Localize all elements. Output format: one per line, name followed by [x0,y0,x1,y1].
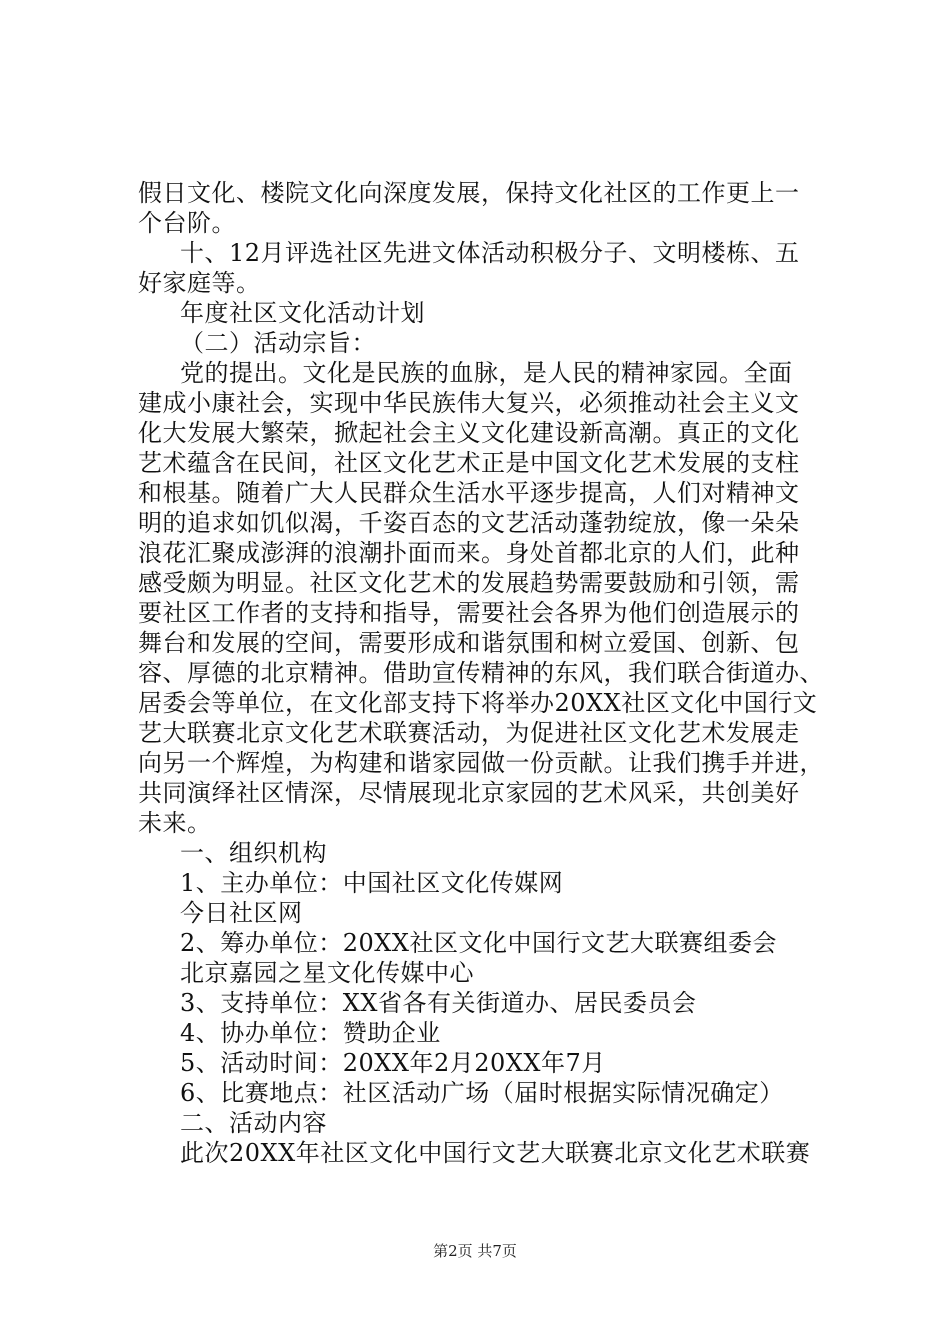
text-line: 6、比赛地点：社区活动广场（届时根据实际情况确定） [180,1079,784,1107]
text-line: 和根基。随着广大人民群众生活水平逐步提高，人们对精神文 [138,479,800,507]
text-line: 5、活动时间：20XX年2月20XX年7月 [180,1049,606,1077]
text-line: 建成小康社会，实现中华民族伟大复兴，必须推动社会主义文 [138,389,800,417]
text-line: （二）活动宗旨： [180,329,376,357]
text-line: 北京嘉园之星文化传媒中心 [180,959,474,987]
text-line: 居委会等单位，在文化部支持下将举办20XX社区文化中国行文 [138,689,818,717]
text-line: 个台阶。 [138,209,236,237]
text-line: 十、12月评选社区先进文体活动积极分子、文明楼栋、五 [180,239,800,267]
text-line: 4、协办单位：赞助企业 [180,1019,441,1047]
text-line: 二、活动内容 [180,1109,327,1137]
text-line: 共同演绎社区情深，尽情展现北京家园的艺术风采，共创美好 [138,779,800,807]
text-line: 3、支持单位：XX省各有关街道办、居民委员会 [180,989,697,1017]
text-line: 容、厚德的北京精神。借助宣传精神的东风，我们联合街道办、 [138,659,824,687]
text-line: 好家庭等。 [138,269,261,297]
text-line: 假日文化、楼院文化向深度发展，保持文化社区的工作更上一 [138,179,800,207]
text-line: 浪花汇聚成澎湃的浪潮扑面而来。身处首都北京的人们，此种 [138,539,800,567]
page-footer: 第2页 共7页 [433,1242,517,1260]
text-line: 1、主办单位：中国社区文化传媒网 [180,869,564,897]
text-line: 艺大联赛北京文化艺术联赛活动，为促进社区文化艺术发展走 [138,719,800,747]
document-body [138,178,838,1168]
text-line: 感受颇为明显。社区文化艺术的发展趋势需要鼓励和引领，需 [138,569,800,597]
text-line: 2、筹办单位：20XX社区文化中国行文艺大联赛组委会 [180,929,777,957]
text-line: 未来。 [138,809,212,837]
text-line: 要社区工作者的支持和指导，需要社会各界为他们创造展示的 [138,599,800,627]
text-line: 党的提出。文化是民族的血脉，是人民的精神家园。全面 [180,359,793,387]
text-line: 今日社区网 [180,899,303,927]
text-line: 此次20XX年社区文化中国行文艺大联赛北京文化艺术联赛 [180,1139,811,1167]
text-line: 向另一个辉煌，为构建和谐家园做一份贡献。让我们携手并进， [138,749,824,777]
text-line: 舞台和发展的空间，需要形成和谐氛围和树立爱国、创新、包 [138,629,800,657]
text-line: 年度社区文化活动计划 [180,299,425,327]
text-line: 一、组织机构 [180,839,327,867]
text-line: 明的追求如饥似渴，千姿百态的文艺活动蓬勃绽放，像一朵朵 [138,509,800,537]
text-line: 艺术蕴含在民间，社区文化艺术正是中国文化艺术发展的支柱 [138,449,800,477]
text-line: 化大发展大繁荣，掀起社会主义文化建设新高潮。真正的文化 [138,419,800,447]
